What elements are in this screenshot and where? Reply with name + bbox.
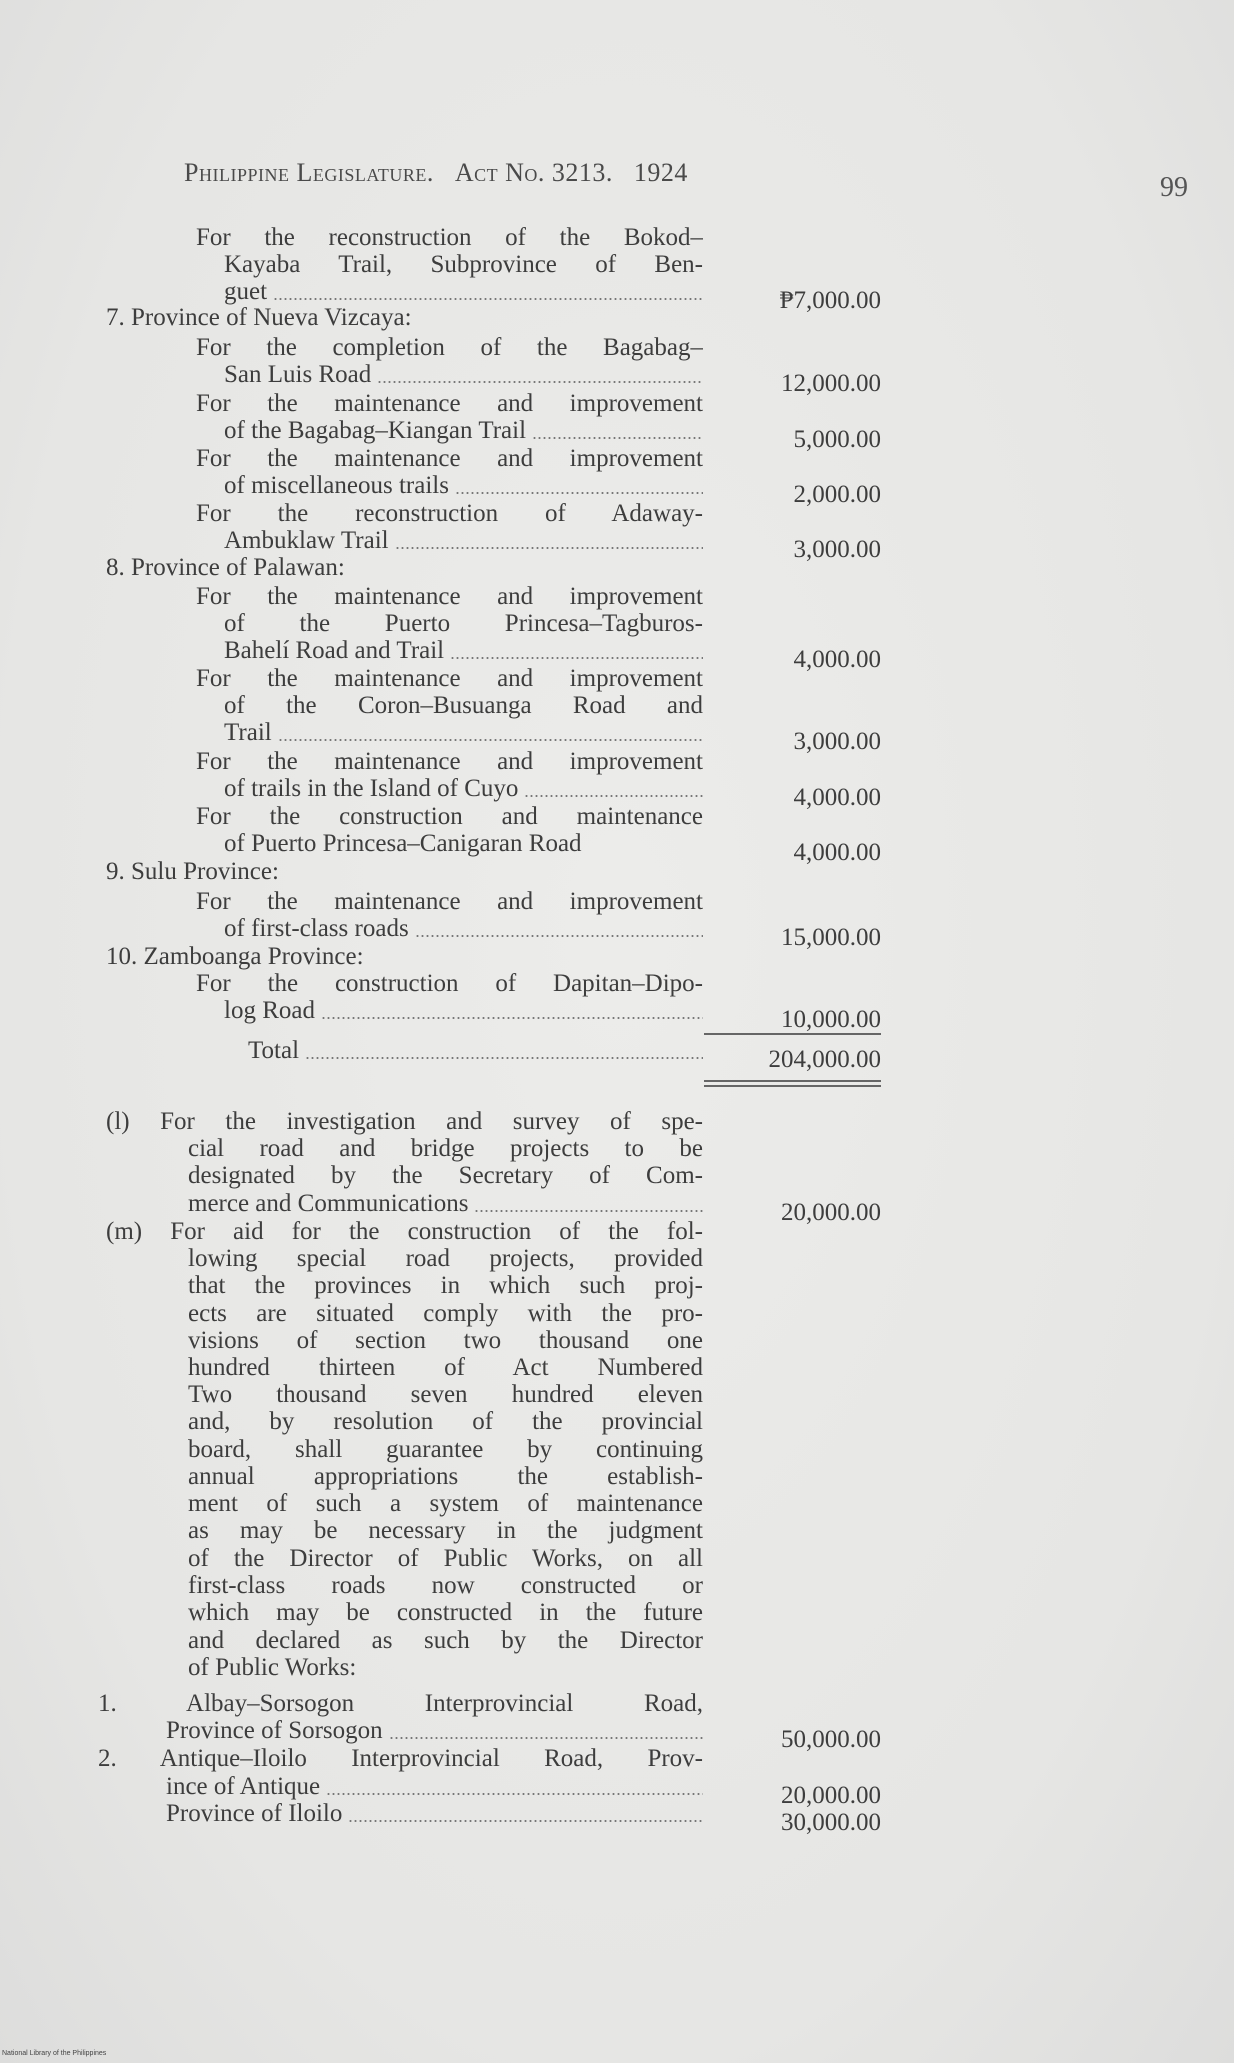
line-text: designated by the Secretary of Com- xyxy=(188,1162,703,1189)
line-item xyxy=(0,224,1234,252)
line-text: 10. Zamboanga Province: xyxy=(106,943,364,970)
leader-dots xyxy=(415,915,703,937)
line-item xyxy=(0,1654,1234,1682)
line-item xyxy=(0,1717,1234,1753)
line-item xyxy=(0,997,1234,1033)
leader-dots xyxy=(455,472,703,494)
amount: 30,000.00 xyxy=(781,1809,881,1836)
leader-dots xyxy=(474,1190,703,1212)
line-text: of the Bagabag–Kiangan Trail xyxy=(224,417,527,444)
line-item xyxy=(0,1408,1234,1436)
amount: 4,000.00 xyxy=(793,646,881,673)
line-text: and, by resolution of the provincial xyxy=(188,1408,703,1435)
line-item xyxy=(0,1436,1234,1464)
total-rule-double-2 xyxy=(704,1085,881,1087)
line-item xyxy=(0,1381,1234,1409)
line-item xyxy=(0,1745,1234,1773)
line-item xyxy=(0,775,1234,811)
line-item xyxy=(0,803,1234,831)
line-text: visions of section two thousand one xyxy=(188,1327,703,1354)
line-item xyxy=(0,278,1234,314)
leader-dots xyxy=(348,1800,703,1822)
line-item xyxy=(0,1599,1234,1627)
amount: 4,000.00 xyxy=(793,839,881,866)
line-item xyxy=(0,915,1234,951)
line-item xyxy=(0,1463,1234,1491)
line-text: of Public Works: xyxy=(188,1654,357,1681)
running-head xyxy=(184,158,688,188)
line-text: Province of Iloilo xyxy=(166,1800,343,1827)
line-item xyxy=(0,1773,1234,1809)
line-item xyxy=(0,304,1234,332)
line-item xyxy=(0,417,1234,453)
line-item xyxy=(0,1162,1234,1190)
line-text: For the completion of the Bagabag– xyxy=(196,334,703,361)
line-item xyxy=(0,1690,1234,1718)
line-text: of first-class roads xyxy=(224,915,409,942)
line-text: hundred thirteen of Act Numbered xyxy=(188,1354,703,1381)
amount: 20,000.00 xyxy=(781,1782,881,1809)
line-item xyxy=(0,554,1234,582)
line-text: of the Director of Public Works, on all xyxy=(188,1545,703,1572)
line-text: Bahelí Road and Trail xyxy=(224,637,445,664)
running-head-title: Philippine Legislature. xyxy=(184,158,434,187)
line-item xyxy=(0,970,1234,998)
line-text: (m) For aid for the construction of the fol- xyxy=(106,1218,703,1245)
amount: 12,000.00 xyxy=(781,370,881,397)
total-rule-double-1 xyxy=(704,1080,881,1082)
line-item xyxy=(0,334,1234,362)
line-text: For the reconstruction of the Bokod– xyxy=(196,224,703,251)
line-item xyxy=(0,361,1234,397)
running-head-act: Act No. 3213. xyxy=(454,158,613,187)
running-head-year: 1924 xyxy=(633,158,688,187)
line-item xyxy=(0,1327,1234,1355)
total-amount: 204,000.00 xyxy=(768,1046,881,1073)
line-text: of trails in the Island of Cuyo xyxy=(224,775,519,802)
line-item xyxy=(0,1272,1234,1300)
line-text: 9. Sulu Province: xyxy=(106,858,279,885)
line-text: of Puerto Princesa–Canigaran Road xyxy=(224,830,582,857)
line-item xyxy=(0,692,1234,720)
line-item xyxy=(0,748,1234,776)
line-text: annual appropriations the establish- xyxy=(188,1463,703,1490)
leader-dots xyxy=(395,527,703,549)
line-text: and declared as such by the Director xyxy=(188,1627,703,1654)
amount: 3,000.00 xyxy=(793,728,881,755)
amount: 4,000.00 xyxy=(793,784,881,811)
line-item xyxy=(0,943,1234,971)
line-item xyxy=(0,1218,1234,1246)
leader-dots xyxy=(377,361,703,383)
amount: 3,000.00 xyxy=(793,536,881,563)
line-text: Kayaba Trail, Subprovince of Ben- xyxy=(224,251,703,278)
line-item xyxy=(0,719,1234,755)
line-item xyxy=(0,500,1234,528)
leader-dots xyxy=(273,278,703,300)
line-text: (l) For the investigation and survey of spe- xyxy=(106,1108,703,1135)
line-item xyxy=(0,1108,1234,1136)
line-item xyxy=(0,830,1234,866)
line-text: Ambuklaw Trail xyxy=(224,527,389,554)
line-item xyxy=(0,1800,1234,1836)
line-item xyxy=(0,1245,1234,1273)
line-text: For the maintenance and improvement xyxy=(196,583,703,610)
line-text: For the maintenance and improvement xyxy=(196,888,703,915)
footer-credit: National Library of the Philippines xyxy=(2,2050,107,2057)
line-text: log Road xyxy=(224,997,315,1024)
line-text: For the reconstruction of Adaway- xyxy=(196,500,703,527)
line-text: cial road and bridge projects to be xyxy=(188,1135,703,1162)
line-text: Trail xyxy=(224,719,272,746)
page-number: 99 xyxy=(1160,172,1188,203)
line-text: that the provinces in which such proj- xyxy=(188,1272,703,1299)
line-item xyxy=(0,1545,1234,1573)
line-text: first-class roads now constructed or xyxy=(188,1572,703,1599)
line-item xyxy=(0,1627,1234,1655)
line-text: Province of Sorsogon xyxy=(166,1717,383,1744)
line-text: 8. Province of Palawan: xyxy=(106,554,345,581)
line-item xyxy=(0,472,1234,508)
line-text: For the maintenance and improvement xyxy=(196,665,703,692)
line-text: of the Puerto Princesa–Tagburos- xyxy=(224,610,703,637)
line-item xyxy=(0,1572,1234,1600)
leader-dots xyxy=(532,417,703,439)
total-rule-top xyxy=(704,1033,881,1035)
leader-dots xyxy=(450,637,703,659)
leader-dots xyxy=(389,1717,703,1739)
amount: 5,000.00 xyxy=(793,426,881,453)
line-item xyxy=(0,665,1234,693)
line-text: ects are situated comply with the pro- xyxy=(188,1300,703,1327)
line-text: of miscellaneous trails xyxy=(224,472,449,499)
amount: 2,000.00 xyxy=(793,481,881,508)
total-row xyxy=(0,1037,1234,1073)
line-text: 2. Antique–Iloilo Interprovincial Road, Prov- xyxy=(98,1745,703,1772)
line-text: For the maintenance and improvement xyxy=(196,445,703,472)
line-text: Total xyxy=(248,1037,300,1064)
line-text: 7. Province of Nueva Vizcaya: xyxy=(106,304,412,331)
line-item xyxy=(0,1190,1234,1226)
line-item xyxy=(0,1517,1234,1545)
line-item xyxy=(0,527,1234,563)
line-text: For the construction of Dapitan–Dipo- xyxy=(196,970,703,997)
line-text: of the Coron–Busuanga Road and xyxy=(224,692,703,719)
amount: 10,000.00 xyxy=(781,1006,881,1033)
line-item xyxy=(0,1354,1234,1382)
leader-dots xyxy=(278,719,703,741)
line-item xyxy=(0,858,1234,886)
line-item xyxy=(0,251,1234,279)
line-text: lowing special road projects, provided xyxy=(188,1245,703,1272)
line-text: Two thousand seven hundred eleven xyxy=(188,1381,703,1408)
line-text: ment of such a system of maintenance xyxy=(188,1490,703,1517)
line-text: board, shall guarantee by continuing xyxy=(188,1436,703,1463)
line-text: For the maintenance and improvement xyxy=(196,748,703,775)
line-text: ince of Antique xyxy=(166,1773,321,1800)
line-text: 1. Albay–Sorsogon Interprovincial Road, xyxy=(98,1690,703,1717)
line-text: San Luis Road xyxy=(224,361,372,388)
line-item xyxy=(0,637,1234,673)
line-text: guet xyxy=(224,278,268,305)
leader-dots xyxy=(305,1037,703,1059)
leader-dots xyxy=(321,997,703,1019)
line-text: For the construction and maintenance xyxy=(196,803,703,830)
line-item xyxy=(0,445,1234,473)
line-item xyxy=(0,583,1234,611)
line-item xyxy=(0,1300,1234,1328)
line-item xyxy=(0,1490,1234,1518)
line-item xyxy=(0,390,1234,418)
leader-dots xyxy=(524,775,703,797)
line-item xyxy=(0,1135,1234,1163)
amount: 50,000.00 xyxy=(781,1726,881,1753)
amount: 15,000.00 xyxy=(781,924,881,951)
line-text: as may be necessary in the judgment xyxy=(188,1517,703,1544)
amount: ₱7,000.00 xyxy=(779,287,881,314)
line-text: For the maintenance and improvement xyxy=(196,390,703,417)
line-item xyxy=(0,610,1234,638)
amount: 20,000.00 xyxy=(781,1199,881,1226)
leader-dots xyxy=(326,1773,703,1795)
line-item xyxy=(0,888,1234,916)
line-text: which may be constructed in the future xyxy=(188,1599,703,1626)
line-text: merce and Communications xyxy=(188,1190,469,1217)
